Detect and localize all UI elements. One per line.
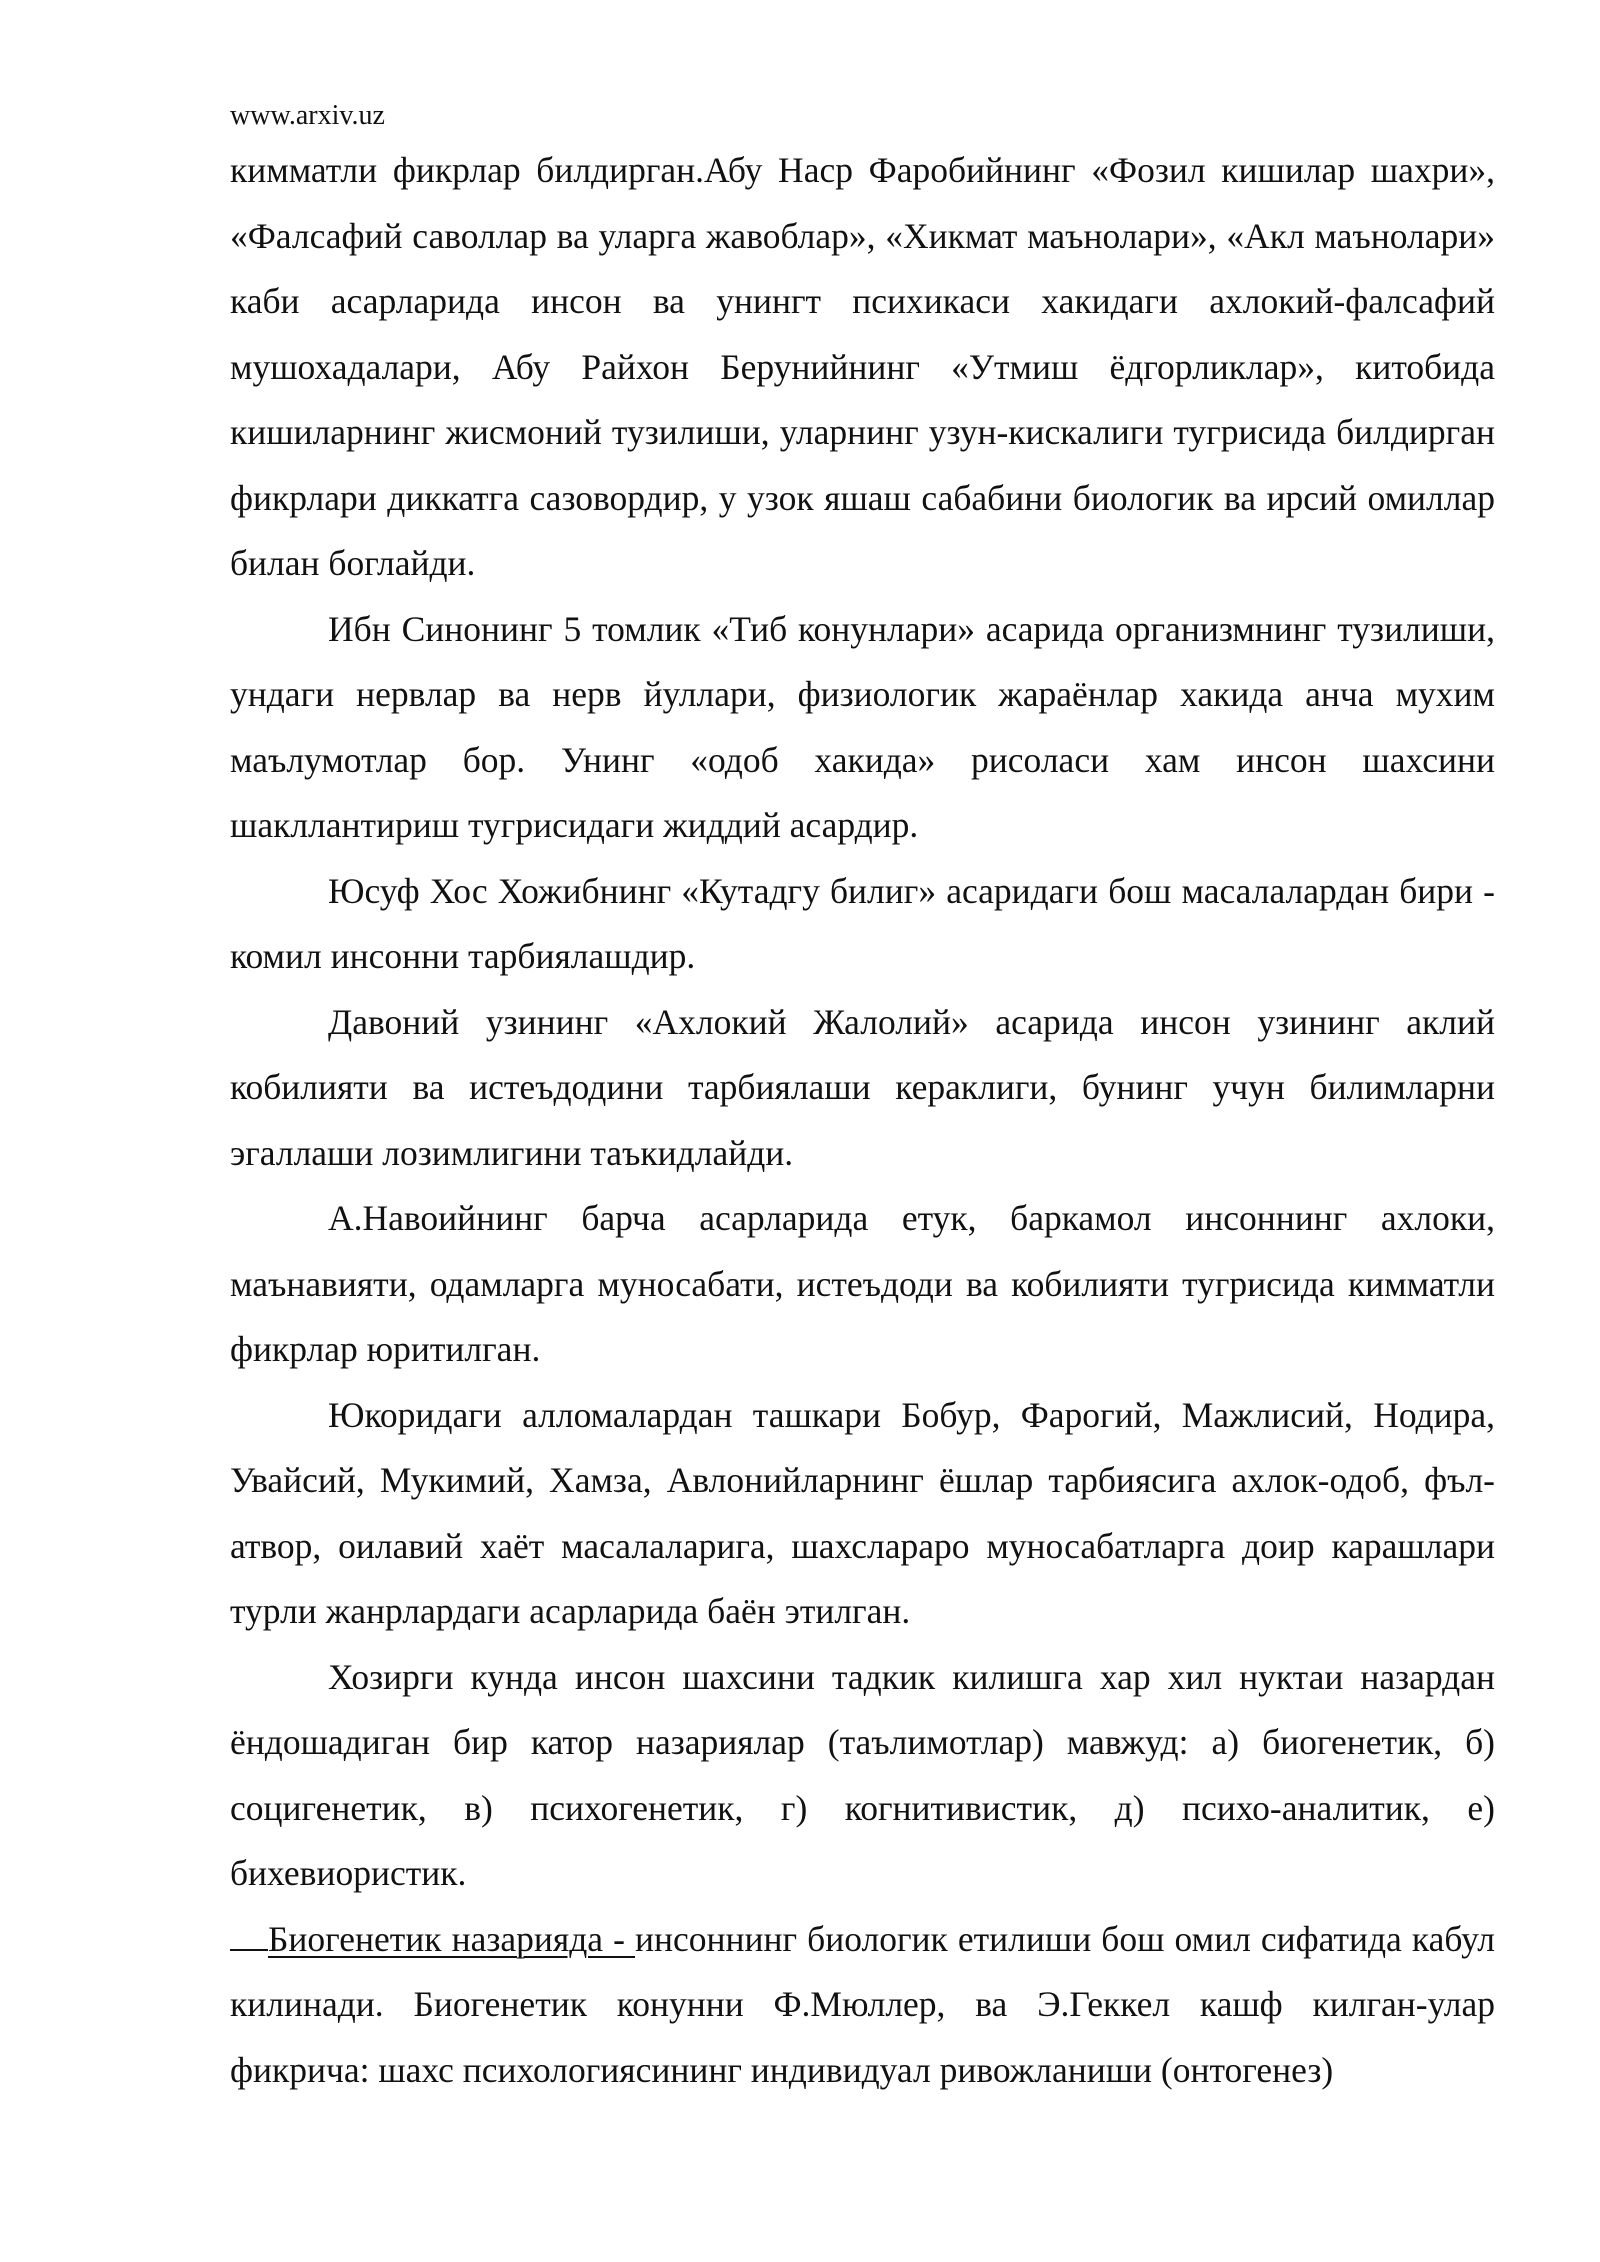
paragraph-3: Юсуф Хос Хожибнинг «Кутадгу билиг» асаридаги бош масалалардан бири - комил инсонни тарбиялашдир. xyxy=(230,870,1495,976)
paragraph-7: Хозирги кунда инсон шахсини тадкик килишга хар хил нуктаи назардан ёндошадиган бир катор назариялар (таълимотлар) мавжуд: а) биогенетик, б) социгенетик, в) психогенетик, г) когнитивистик, д) психо-аналитик, е) бихевиористик. xyxy=(230,1656,1495,1893)
site-header: www.arxiv.uz xyxy=(230,100,385,131)
paragraph-8 xyxy=(230,1907,1495,2104)
underline-lead xyxy=(230,1947,268,1951)
paragraph-8-text: инсоннинг биологик етилиши бош омил сифатида кабул килинади. Биогенетик конунни Ф.Мюллер, ва Э.Геккел кашф килган-улар фикрича: шахс психологиясининг индивидуал ривожланиши (онтогенез) xyxy=(230,1918,1495,2090)
document-page xyxy=(230,96,1495,2103)
paragraph-2: Ибн Синонинг 5 томлик «Тиб конунлари» асарида организмнинг тузилиши, ундаги нервлар ва нерв йуллари, физиологик жараёнлар хакида анча мухим маълумотлар бор. Унинг «одоб хакида» рисоласи хам инсон шахсини шакллантириш тугрисидаги жиддий асардир. xyxy=(230,608,1495,845)
paragraph-6: Юкоридаги алломалардан ташкари Бобур, Фарогий, Мажлисий, Нодира, Увайсий, Мукимий, Хамза, Авлонийларнинг ёшлар тарбиясига ахлок-одоб, фъл-атвор, оилавий хаёт масалаларига, шахслараро муносабатларга доир карашлари турли жанрлардаги асарларида баён этилган. xyxy=(230,1394,1495,1631)
underlined-term: Биогенетик назарияда - xyxy=(268,1918,636,1959)
paragraph-1: кимматли фикрлар билдирган.Абу Наср Фаробийнинг «Фозил кишилар шахри», «Фалсафий саволлар ва уларга жавоблар», «Хикмат маънолари», «Акл маънолари» каби асарларида инсон ва унингт психикаси хакидаги ахлокий-фалсафий мушохадалари, Абу Райхон Берунийнинг «Утмиш ёдгорликлар», китобида кишиларнинг жисмоний тузилиши, уларнинг узун-кискалиги тугрисида билдирган фикрлари диккатга сазовордир, у узок яшаш сабабини биологик ва ирсий омиллар билан боглайди. xyxy=(230,150,1495,583)
paragraph-5: А.Навоийнинг барча асарларида етук, баркамол инсоннинг ахлоки, маънавияти, одамларга муносабати, истеъдоди ва кобилияти тугрисида кимматли фикрлар юритилган. xyxy=(230,1198,1495,1369)
paragraph-4: Давоний узининг «Ахлокий Жалолий» асарида инсон узининг аклий кобилияти ва истеъдодини тарбиялаши кераклиги, бунинг учун билимларни эгаллаши лозимлигини таъкидлайди. xyxy=(230,1001,1495,1173)
